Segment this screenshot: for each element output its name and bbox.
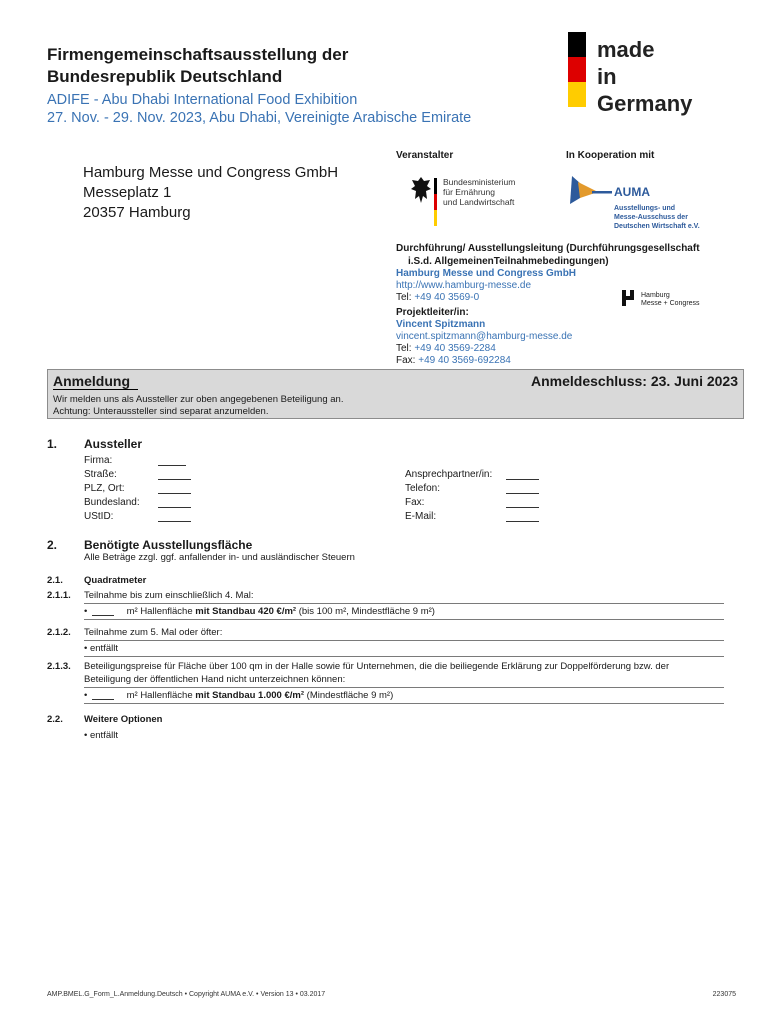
execution-heading: Durchführung/ Ausstellungsleitung (Durchführungsgesellschaft i.S.d. AllgemeinenTeilnahmebedingungen)	[396, 243, 700, 267]
auma-icon	[568, 174, 612, 208]
title-line-1: Firmengemeinschaftsausstellung der	[47, 45, 349, 64]
divider	[84, 619, 724, 620]
section-2-number: 2.	[47, 538, 58, 552]
divider	[84, 703, 724, 704]
section-2-1-3-number: 2.1.3.	[47, 661, 71, 672]
section-1-number: 1.	[47, 437, 58, 451]
event-dates: 27. Nov. - 29. Nov. 2023, Abu Dhabi, Vereinigte Arabische Emirate	[47, 110, 472, 126]
divider	[84, 603, 724, 604]
firma-input[interactable]	[158, 465, 186, 466]
option-2-1-2: • entfällt	[84, 643, 118, 654]
field-label-bundesland: Bundesland:	[84, 497, 140, 508]
section-1-heading: Aussteller	[84, 437, 143, 451]
federal-eagle-icon	[410, 175, 432, 205]
field-label-fax: Fax:	[405, 497, 425, 508]
field-label-plz-ort: PLZ, Ort:	[84, 483, 125, 494]
divider	[84, 687, 724, 688]
fax-input[interactable]	[506, 507, 539, 508]
email-input[interactable]	[506, 521, 539, 522]
german-flag-icon	[568, 32, 586, 107]
tax-note: Alle Beträge zzgl. ggf. anfallender in- und ausländischer Steuern	[84, 552, 355, 563]
auma-logo: AUMA	[614, 185, 650, 199]
registration-warning: Achtung: Unteraussteller sind separat anzumelden.	[53, 406, 269, 417]
section-2-1-3-text: Beteiligungspreise für Fläche über 100 qm in der Halle sowie für Unternehmen, die die beiliegende Erklärung zur Doppelförderung bzw. der Beteiligung der öffentlichen Hand nicht unterzeichnen können:	[84, 661, 670, 685]
section-2-2-number: 2.2.	[47, 714, 63, 725]
registration-title-underline	[53, 389, 138, 390]
exhibitor-left-fields	[84, 454, 140, 524]
event-name: ADIFE - Abu Dhabi International Food Exhibition	[47, 92, 358, 108]
footer-copyright: AMP.BMEL.G_Form_L.Anmeldung.Deutsch • Copyright AUMA e.V. • Version 13 • 03.2017	[47, 991, 326, 998]
telefon-input[interactable]	[506, 493, 539, 494]
section-2-heading: Benötigte Ausstellungsfläche	[84, 538, 253, 552]
bundesland-input[interactable]	[158, 507, 191, 508]
section-2-1-2-number: 2.1.2.	[47, 627, 71, 638]
section-2-2-heading: Weitere Optionen	[84, 714, 163, 725]
option-2-2: • entfällt	[84, 730, 118, 741]
execution-website-link[interactable]: http://www.hamburg-messe.de	[396, 280, 532, 291]
address-street: Messeplatz 1	[83, 184, 172, 201]
title-line-2: Bundesrepublik Deutschland	[47, 67, 283, 86]
auma-logo-subtitle: Ausstellungs- und Messe-Ausschuss der Deutschen Wirtschaft e.V.	[614, 205, 700, 230]
option-2-1-3: • m² Hallenfläche mit Standbau 1.000 €/m² (Mindestfläche 9 m²)	[84, 690, 394, 701]
project-manager-phone: Tel: +49 40 3569-2284	[396, 343, 496, 354]
bmel-logo: Bundesministerium für Ernährung und Landwirtschaft	[443, 177, 516, 207]
hamburg-messe-icon	[622, 290, 638, 306]
project-manager-heading: Projektleiter/in:	[396, 307, 469, 318]
bmel-color-bar	[434, 178, 437, 226]
field-label-ansprechpartner: Ansprechpartner/in:	[405, 469, 493, 480]
section-2-1-heading: Quadratmeter	[84, 575, 147, 586]
execution-phone: Tel: +49 40 3569-0	[396, 292, 480, 303]
document-title	[47, 44, 467, 88]
project-manager-fax: Fax: +49 40 3569-692284	[396, 355, 511, 366]
hamburg-messe-logo: Hamburg Messe + Congress	[641, 292, 700, 307]
field-label-firma: Firma:	[84, 455, 113, 466]
field-label-strasse: Straße:	[84, 469, 117, 480]
option-2-1-3-qty-input[interactable]	[92, 699, 114, 700]
execution-company: Hamburg Messe und Congress GmbH	[396, 268, 577, 279]
field-label-email: E-Mail:	[405, 511, 437, 522]
divider	[84, 656, 724, 657]
registration-statement: Wir melden uns als Aussteller zur oben angegebenen Beteiligung an.	[53, 394, 344, 405]
field-label-telefon: Telefon:	[405, 483, 441, 494]
footer-document-number: 223075	[712, 991, 736, 998]
section-2-1-1-text: Teilnahme bis zum einschließlich 4. Mal:	[84, 590, 254, 601]
project-manager-email[interactable]: vincent.spitzmann@hamburg-messe.de	[396, 331, 573, 342]
plz-ort-input[interactable]	[158, 493, 191, 494]
strasse-input[interactable]	[158, 479, 191, 480]
registration-title: Anmeldung	[53, 373, 130, 389]
address-company: Hamburg Messe und Congress GmbH	[83, 164, 339, 181]
section-2-1-1-number: 2.1.1.	[47, 590, 71, 601]
section-2-1-2-text: Teilnahme zum 5. Mal oder öfter:	[84, 627, 223, 638]
veranstalter-label: Veranstalter	[396, 150, 454, 161]
section-2-1-number: 2.1.	[47, 575, 63, 586]
registration-box	[47, 369, 744, 419]
field-label-ustid: UStID:	[84, 511, 114, 522]
exhibitor-right-fields	[405, 468, 492, 524]
registration-deadline: Anmeldeschluss: 23. Juni 2023	[531, 373, 738, 389]
address-city: 20357 Hamburg	[83, 204, 191, 221]
ustid-input[interactable]	[158, 521, 191, 522]
kooperation-label: In Kooperation mit	[566, 150, 655, 161]
divider	[84, 640, 724, 641]
recipient-address	[83, 163, 338, 223]
option-2-1-1-qty-input[interactable]	[92, 615, 114, 616]
made-in-germany-logo: made in Germany	[597, 37, 693, 116]
ansprechpartner-input[interactable]	[506, 479, 539, 480]
option-2-1-1: • m² Hallenfläche mit Standbau 420 €/m² (bis 100 m², Mindestfläche 9 m²)	[84, 606, 435, 617]
project-manager-name: Vincent Spitzmann	[396, 319, 486, 330]
